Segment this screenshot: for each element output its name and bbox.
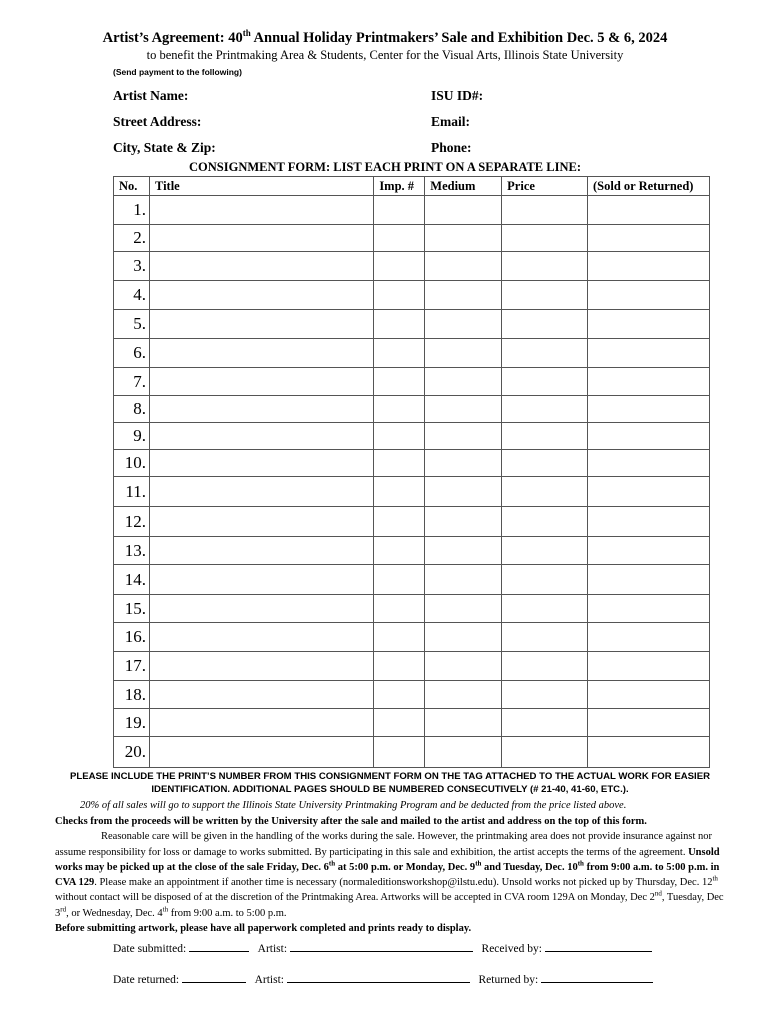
cell-price[interactable] <box>502 681 588 709</box>
form-subtitle: to benefit the Printmaking Area & Students, Center for the Visual Arts, Illinois State University <box>146 48 624 62</box>
appointment-text: . Please make an appointment if another time is necessary (normaleditionsworkshop@ilstu.edu). <box>94 877 499 889</box>
cell-medium[interactable] <box>425 450 502 477</box>
cell-price[interactable] <box>502 537 588 565</box>
cell-status[interactable] <box>588 396 710 423</box>
terms-text <box>55 814 727 936</box>
cell-price[interactable] <box>502 423 588 450</box>
cell-no: 10. <box>114 450 150 477</box>
isu-id-label: ISU ID#: <box>431 88 484 103</box>
cell-status[interactable] <box>588 681 710 709</box>
disposal-text: without contact will be disposed of at the discretion of the Printmaking Area. Artworks will be accepted in CVA room 129A on Monday, Dec 2 <box>55 892 655 904</box>
cell-no: 9. <box>114 423 150 450</box>
superscript: th <box>577 859 584 868</box>
cell-no: 20. <box>114 737 150 768</box>
cell-title[interactable] <box>149 477 373 507</box>
care-text: Reasonable care will be given in the handling of the works during the sale. However, the printmaking area does not provide insurance against nor assume responsibility for loss or damage to works submitted. By participating in this sale and exhibition, the artist accepts the terms of the agreement. <box>55 831 713 858</box>
cell-price[interactable] <box>502 709 588 737</box>
consignment-table <box>113 176 710 768</box>
cell-title[interactable] <box>149 652 373 681</box>
cell-title[interactable] <box>149 709 373 737</box>
column-header-imp: Imp. # <box>374 177 425 196</box>
returned-by-line[interactable] <box>541 981 653 983</box>
table-row <box>114 477 710 507</box>
table-row <box>114 196 710 225</box>
disposal-text: , or Wednesday, Dec. 4 <box>66 907 163 919</box>
notice-line: PLEASE INCLUDE THE PRINT’S NUMBER FROM THIS CONSIGNMENT FORM ON THE TAG ATTACHED TO THE ACTUAL WORK FOR EASIER <box>69 771 711 782</box>
cell-title[interactable] <box>149 565 373 595</box>
cell-no: 11. <box>114 477 150 507</box>
cell-title[interactable] <box>149 396 373 423</box>
cell-price[interactable] <box>502 252 588 281</box>
cell-price[interactable] <box>502 368 588 396</box>
cell-status[interactable] <box>588 196 710 225</box>
table-row <box>114 423 710 450</box>
cell-price[interactable] <box>502 477 588 507</box>
cell-imp[interactable] <box>374 368 425 396</box>
cell-title[interactable] <box>149 368 373 396</box>
cell-status[interactable] <box>588 339 710 368</box>
table-row <box>114 652 710 681</box>
cell-imp[interactable] <box>374 252 425 281</box>
title-superscript: th <box>242 28 251 38</box>
superscript: th <box>475 859 482 868</box>
cell-imp[interactable] <box>374 396 425 423</box>
street-address-label: Street Address: <box>113 114 202 129</box>
cell-no: 5. <box>114 310 150 339</box>
superscript: th <box>712 874 718 883</box>
cell-no: 2. <box>114 225 150 252</box>
disposal-text: , Tuesday, Dec 3 <box>55 892 724 919</box>
cell-medium[interactable] <box>425 477 502 507</box>
column-header-title: Title <box>149 177 373 196</box>
cell-title[interactable] <box>149 225 373 252</box>
phone-label: Phone: <box>431 140 472 155</box>
form-title <box>0 28 770 47</box>
received-by-line[interactable] <box>545 950 652 952</box>
cell-price[interactable] <box>502 737 588 768</box>
superscript: th <box>162 905 169 914</box>
cell-price[interactable] <box>502 507 588 537</box>
cell-status[interactable] <box>588 450 710 477</box>
cell-imp[interactable] <box>374 423 425 450</box>
before-submitting-note: Before submitting artwork, please have all paperwork completed and prints ready to display. <box>55 923 472 935</box>
cell-title[interactable] <box>149 595 373 623</box>
column-header-no: No. <box>114 177 150 196</box>
cell-title[interactable] <box>149 196 373 225</box>
cell-medium[interactable] <box>425 225 502 252</box>
cell-price[interactable] <box>502 623 588 652</box>
cell-medium[interactable] <box>425 281 502 310</box>
cell-status[interactable] <box>588 477 710 507</box>
cell-medium[interactable] <box>425 423 502 450</box>
cell-status[interactable] <box>588 507 710 537</box>
cell-imp[interactable] <box>374 281 425 310</box>
cell-no: 1. <box>114 196 150 225</box>
cell-no: 6. <box>114 339 150 368</box>
cell-status[interactable] <box>588 225 710 252</box>
cell-title[interactable] <box>149 681 373 709</box>
table-row <box>114 310 710 339</box>
unsold-text: and Tuesday, Dec. 10 <box>481 861 578 873</box>
cell-imp[interactable] <box>374 225 425 252</box>
cell-medium[interactable] <box>425 595 502 623</box>
superscript: rd <box>60 905 67 914</box>
cell-title[interactable] <box>149 507 373 537</box>
commission-note: 20% of all sales will go to support the Illinois State University Printmaking Program and be deducted from the price listed above. <box>80 800 627 811</box>
cell-imp[interactable] <box>374 477 425 507</box>
cell-medium[interactable] <box>425 368 502 396</box>
cell-medium[interactable] <box>425 652 502 681</box>
cell-price[interactable] <box>502 595 588 623</box>
cell-no: 4. <box>114 281 150 310</box>
artist-signature-line[interactable] <box>287 981 470 983</box>
cell-no: 18. <box>114 681 150 709</box>
send-payment-note: (Send payment to the following) <box>113 67 242 77</box>
cell-imp[interactable] <box>374 681 425 709</box>
cell-price[interactable] <box>502 450 588 477</box>
column-header-price: Price <box>502 177 588 196</box>
cell-title[interactable] <box>149 537 373 565</box>
received-by-label: Received by: <box>481 943 542 955</box>
date-returned-line[interactable] <box>182 981 246 983</box>
cell-no: 14. <box>114 565 150 595</box>
cell-medium[interactable] <box>425 537 502 565</box>
table-row <box>114 252 710 281</box>
cell-price[interactable] <box>502 339 588 368</box>
artist-name-label: Artist Name: <box>113 88 189 103</box>
email-label: Email: <box>431 114 470 129</box>
unsold-text: at 5:00 p.m. or Monday, Dec. 9 <box>335 861 476 873</box>
date-returned-label: Date returned: <box>113 974 180 986</box>
cell-status[interactable] <box>588 652 710 681</box>
cell-title[interactable] <box>149 623 373 652</box>
table-header-row <box>114 177 710 196</box>
cell-title[interactable] <box>149 310 373 339</box>
column-header-status: (Sold or Returned) <box>588 177 710 196</box>
cell-title[interactable] <box>149 252 373 281</box>
column-header-medium: Medium <box>425 177 502 196</box>
cell-status[interactable] <box>588 368 710 396</box>
cell-title[interactable] <box>149 450 373 477</box>
signoff-row-returned <box>113 974 653 986</box>
superscript: nd <box>654 889 662 898</box>
disposal-text: from 9:00 a.m. to 5:00 p.m. <box>168 907 287 919</box>
table-row <box>114 507 710 537</box>
table-row <box>114 709 710 737</box>
artist-label: Artist: <box>254 974 284 986</box>
signoff-row-submitted <box>113 943 652 955</box>
cell-no: 12. <box>114 507 150 537</box>
cell-imp[interactable] <box>374 507 425 537</box>
cell-imp[interactable] <box>374 737 425 768</box>
cell-status[interactable] <box>588 623 710 652</box>
cell-status[interactable] <box>588 709 710 737</box>
cell-imp[interactable] <box>374 565 425 595</box>
cell-status[interactable] <box>588 595 710 623</box>
cell-medium[interactable] <box>425 507 502 537</box>
cell-price[interactable] <box>502 565 588 595</box>
date-submitted-line[interactable] <box>189 950 249 952</box>
cell-no: 13. <box>114 537 150 565</box>
cell-price[interactable] <box>502 310 588 339</box>
cell-medium[interactable] <box>425 565 502 595</box>
table-row <box>114 450 710 477</box>
cell-medium[interactable] <box>425 681 502 709</box>
cell-price[interactable] <box>502 396 588 423</box>
cell-medium[interactable] <box>425 310 502 339</box>
cell-price[interactable] <box>502 196 588 225</box>
cell-medium[interactable] <box>425 252 502 281</box>
date-submitted-label: Date submitted: <box>113 943 187 955</box>
notice-line: IDENTIFICATION. ADDITIONAL PAGES SHOULD BE NUMBERED CONSECUTIVELY (# 21-40, 41-60, ETC.). <box>151 784 629 795</box>
table-row <box>114 737 710 768</box>
table-row <box>114 595 710 623</box>
table-row <box>114 281 710 310</box>
cell-medium[interactable] <box>425 396 502 423</box>
cell-medium[interactable] <box>425 623 502 652</box>
cell-imp[interactable] <box>374 709 425 737</box>
table-row <box>114 623 710 652</box>
cell-medium[interactable] <box>425 196 502 225</box>
cell-no: 15. <box>114 595 150 623</box>
cell-imp[interactable] <box>374 450 425 477</box>
cell-medium[interactable] <box>425 709 502 737</box>
cell-price[interactable] <box>502 225 588 252</box>
unsold-text: from 9:00 a.m. to 5:00 p.m. in CVA 129 <box>55 861 720 889</box>
cell-imp[interactable] <box>374 595 425 623</box>
cell-no: 3. <box>114 252 150 281</box>
cell-status[interactable] <box>588 310 710 339</box>
cell-status[interactable] <box>588 423 710 450</box>
title-part: Artist’s Agreement: 40 <box>102 29 243 46</box>
cell-imp[interactable] <box>374 196 425 225</box>
consignment-heading: CONSIGNMENT FORM: LIST EACH PRINT ON A SEPARATE LINE: <box>189 160 581 174</box>
cell-price[interactable] <box>502 652 588 681</box>
terms-paragraph <box>55 829 727 921</box>
table-row <box>114 225 710 252</box>
cell-title[interactable] <box>149 423 373 450</box>
tag-notice <box>55 770 725 796</box>
cell-imp[interactable] <box>374 652 425 681</box>
city-state-zip-label: City, State & Zip: <box>113 140 216 155</box>
table-row <box>114 396 710 423</box>
title-part: Annual Holiday Printmakers’ Sale and Exhibition Dec. 5 & 6, 2024 <box>250 29 668 46</box>
table-row <box>114 681 710 709</box>
unsold-text: Unsold works may be picked up at the close of the sale Friday, Dec. 6 <box>55 846 720 873</box>
cell-no: 17. <box>114 652 150 681</box>
cell-status[interactable] <box>588 737 710 768</box>
cell-no: 7. <box>114 368 150 396</box>
cell-imp[interactable] <box>374 623 425 652</box>
cell-medium[interactable] <box>425 339 502 368</box>
superscript: th <box>328 859 336 868</box>
cell-title[interactable] <box>149 339 373 368</box>
cell-medium[interactable] <box>425 737 502 768</box>
returned-by-label: Returned by: <box>478 974 539 986</box>
table-row <box>114 565 710 595</box>
artist-label: Artist: <box>257 943 288 955</box>
cell-title[interactable] <box>149 281 373 310</box>
cell-status[interactable] <box>588 565 710 595</box>
cell-status[interactable] <box>588 281 710 310</box>
disposal-text: Unsold works not picked up by Thursday, Dec. 12 <box>501 877 713 889</box>
cell-price[interactable] <box>502 281 588 310</box>
table-row <box>114 537 710 565</box>
cell-title[interactable] <box>149 737 373 768</box>
cell-status[interactable] <box>588 252 710 281</box>
table-row <box>114 368 710 396</box>
cell-no: 16. <box>114 623 150 652</box>
cell-imp[interactable] <box>374 537 425 565</box>
cell-no: 19. <box>114 709 150 737</box>
cell-imp[interactable] <box>374 310 425 339</box>
table-row <box>114 339 710 368</box>
cell-imp[interactable] <box>374 339 425 368</box>
artist-signature-line[interactable] <box>290 950 473 952</box>
cell-no: 8. <box>114 396 150 423</box>
checks-note: Checks from the proceeds will be written by the University after the sale and mailed to the artist and address on the top of this form. <box>55 816 647 827</box>
cell-status[interactable] <box>588 537 710 565</box>
